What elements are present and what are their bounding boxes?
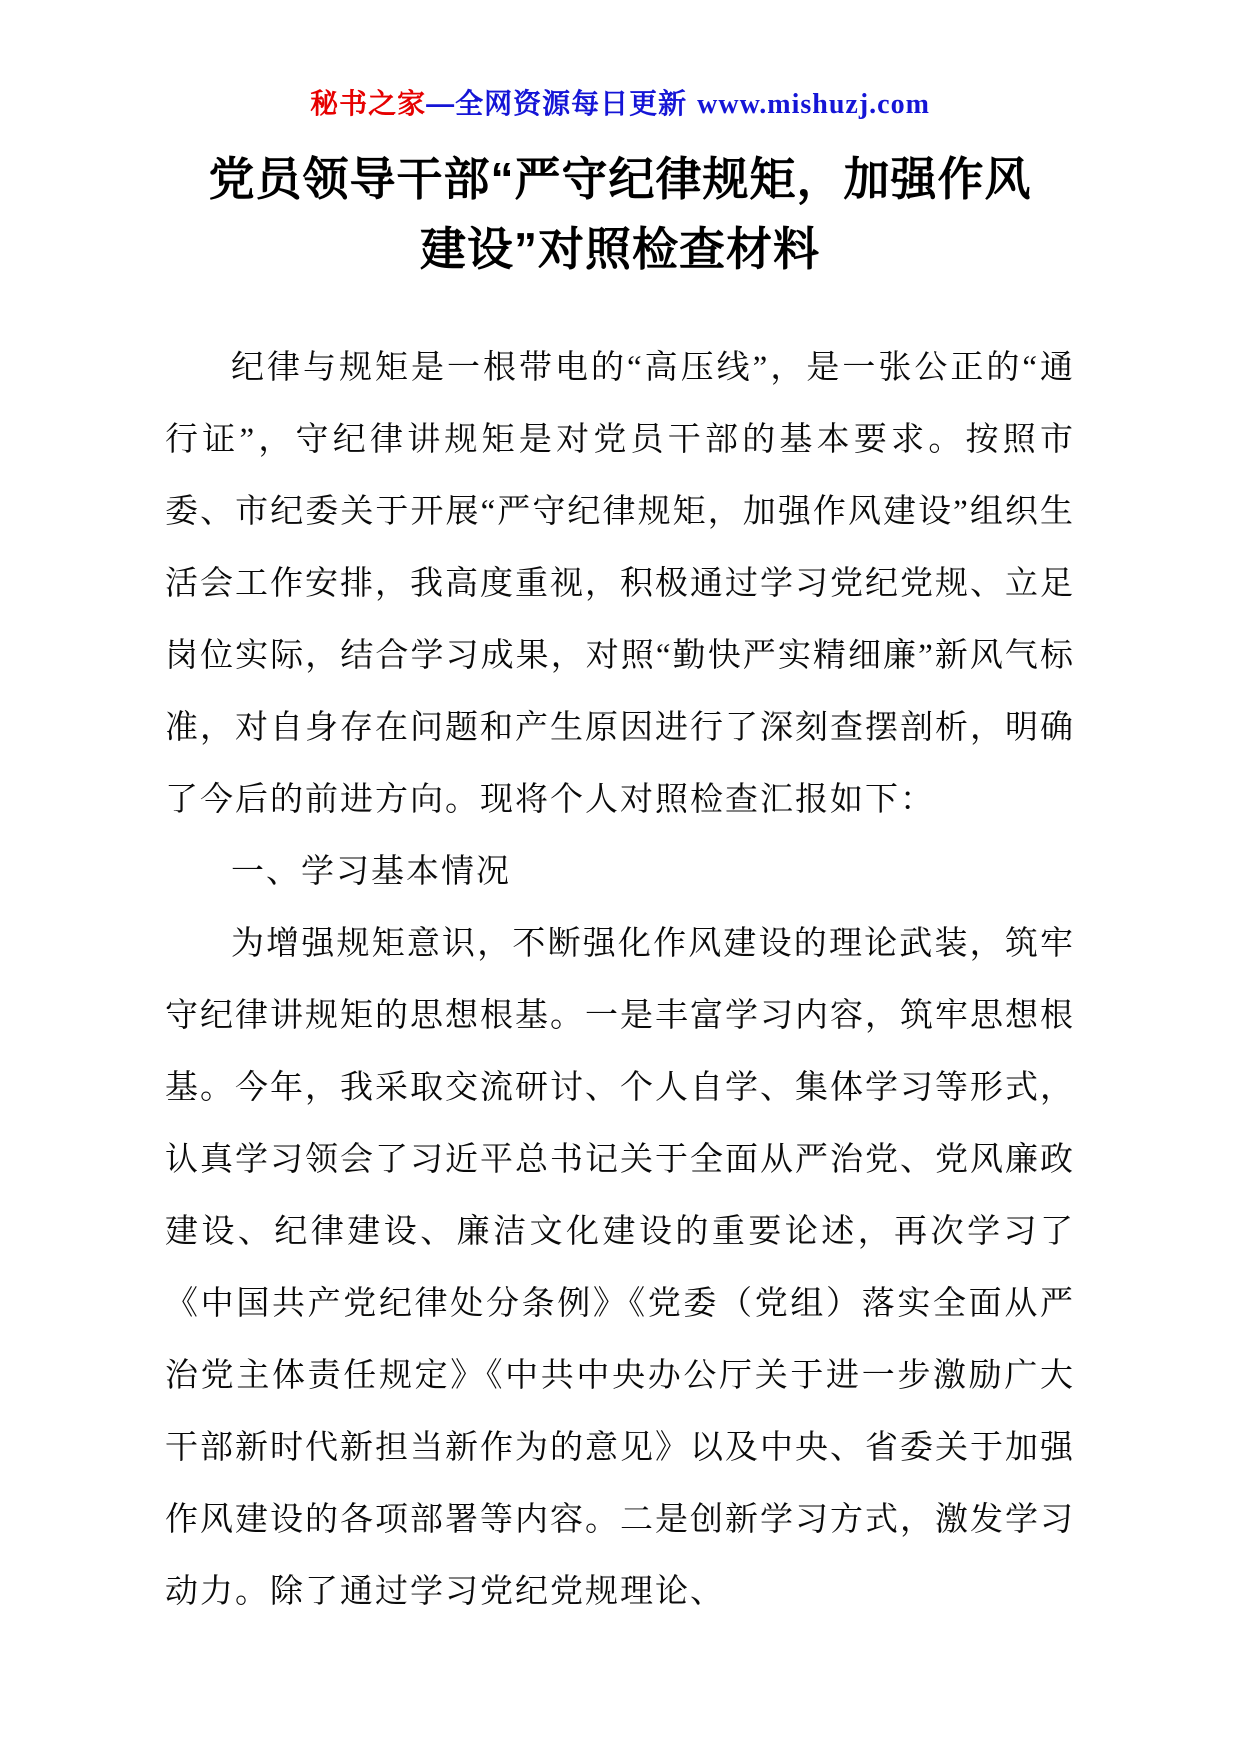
site-name: 秘书之家	[310, 88, 427, 119]
section-heading: 一、学习基本情况	[231, 854, 511, 890]
document-body	[165, 332, 1075, 1628]
paragraph: 为增强规矩意识，不断强化作风建设的理论武装，筑牢守纪律讲规矩的思想根基。一是丰富学习内容，筑牢思想根基。今年，我采取交流研讨、个人自学、集体学习等形式，认真学习领会了习近平总书记关于全面从严治党、党风廉政建设、纪律建设、廉洁文化建设的重要论述，再次学习了《中国共产党纪律处分条例》《党委（党组）落实全面从严治党主体责任规定》《中共中央办公厅关于进一步激励广大干部新时代新担当新作为的意见》以及中央、省委关于加强作风建设的各项部署等内容。二是创新学习方式，激发学习动力。除了通过学习党纪党规理论、	[165, 926, 1075, 1610]
paragraph: 纪律与规矩是一根带电的“高压线”，是一张公正的“通行证”，守纪律讲规矩是对党员干部的基本要求。按照市委、市纪委关于开展“严守纪律规矩，加强作风建设”组织生活会工作安排，我高度重视，积极通过学习党纪党规、立足岗位实际，结合学习成果，对照“勤快严实精细廉”新风气标准，对自身存在问题和产生原因进行了深刻查摆剖析，明确了今后的前进方向。现将个人对照检查汇报如下：	[165, 350, 1075, 818]
document-title: 党员领导干部“严守纪律规矩，加强作风建设”对照检查材料	[208, 153, 1032, 275]
site-url-link[interactable]: www.mishuzj.com	[697, 89, 930, 120]
site-tagline: —全网资源每日更新	[426, 88, 688, 119]
site-header	[165, 82, 1075, 122]
